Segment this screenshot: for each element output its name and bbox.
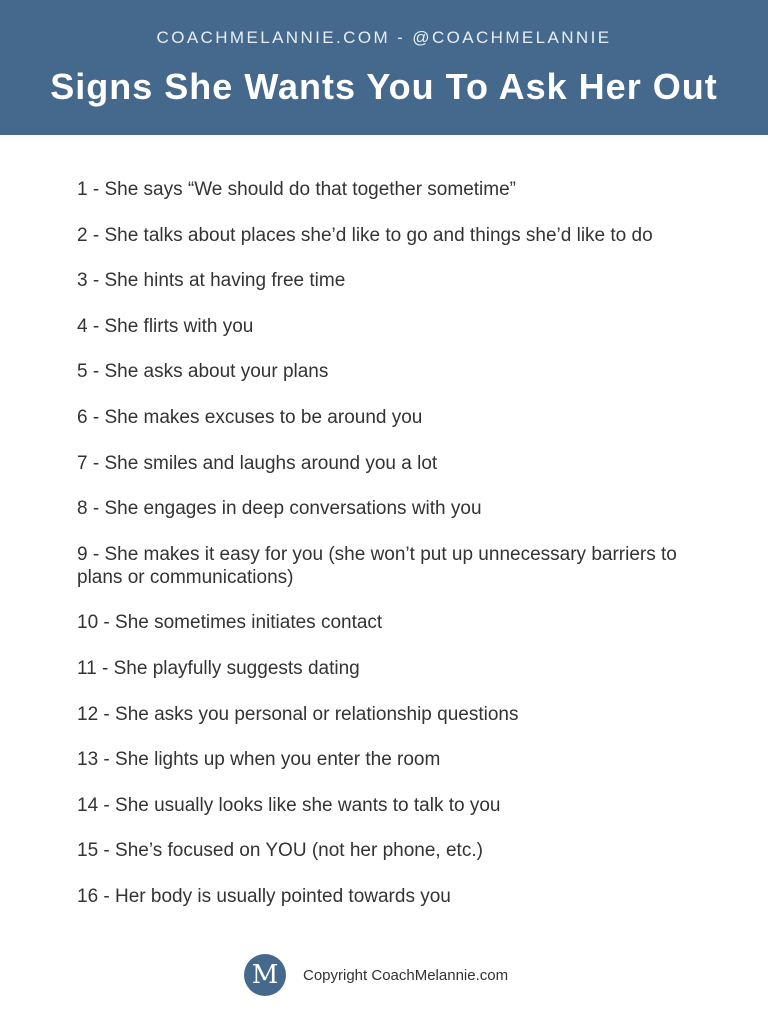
list-item: 8 - She engages in deep conversations with you [77,498,482,520]
list-item: 2 - She talks about places she’d like to go and things she’d like to do [77,224,653,246]
list-item: 15 - She’s focused on YOU (not her phone, etc.) [77,840,483,862]
list-item: 11 - She playfully suggests dating [77,657,360,679]
page-title: Signs She Wants You To Ask Her Out [50,66,718,107]
signs-list [77,178,717,931]
copyright-text: Copyright CoachMelannie.com [303,966,509,984]
list-item: 16 - Her body is usually pointed towards you [77,885,451,907]
list-item: 12 - She asks you personal or relationship questions [77,703,519,725]
header-banner [0,0,768,135]
list-item: 7 - She smiles and laughs around you a lot [77,452,438,474]
list-item: 4 - She flirts with you [77,315,254,337]
list-item: 9 - She makes it easy for you (she won’t put up unnecessary barriers to plans or communications) [77,543,677,588]
list-item: 13 - She lights up when you enter the room [77,749,441,771]
list-item: 14 - She usually looks like she wants to talk to you [77,794,501,816]
list-item: 1 - She says “We should do that together sometime” [77,179,516,200]
logo-icon: M [244,954,286,996]
list-item: 5 - She asks about your plans [77,361,329,383]
footer [244,954,508,996]
list-item: 10 - She sometimes initiates contact [77,612,383,634]
list-item: 6 - She makes excuses to be around you [77,406,423,428]
site-line: COACHMELANNIE.COM - @COACHMELANNIE [156,28,612,47]
list-item: 3 - She hints at having free time [77,270,346,292]
